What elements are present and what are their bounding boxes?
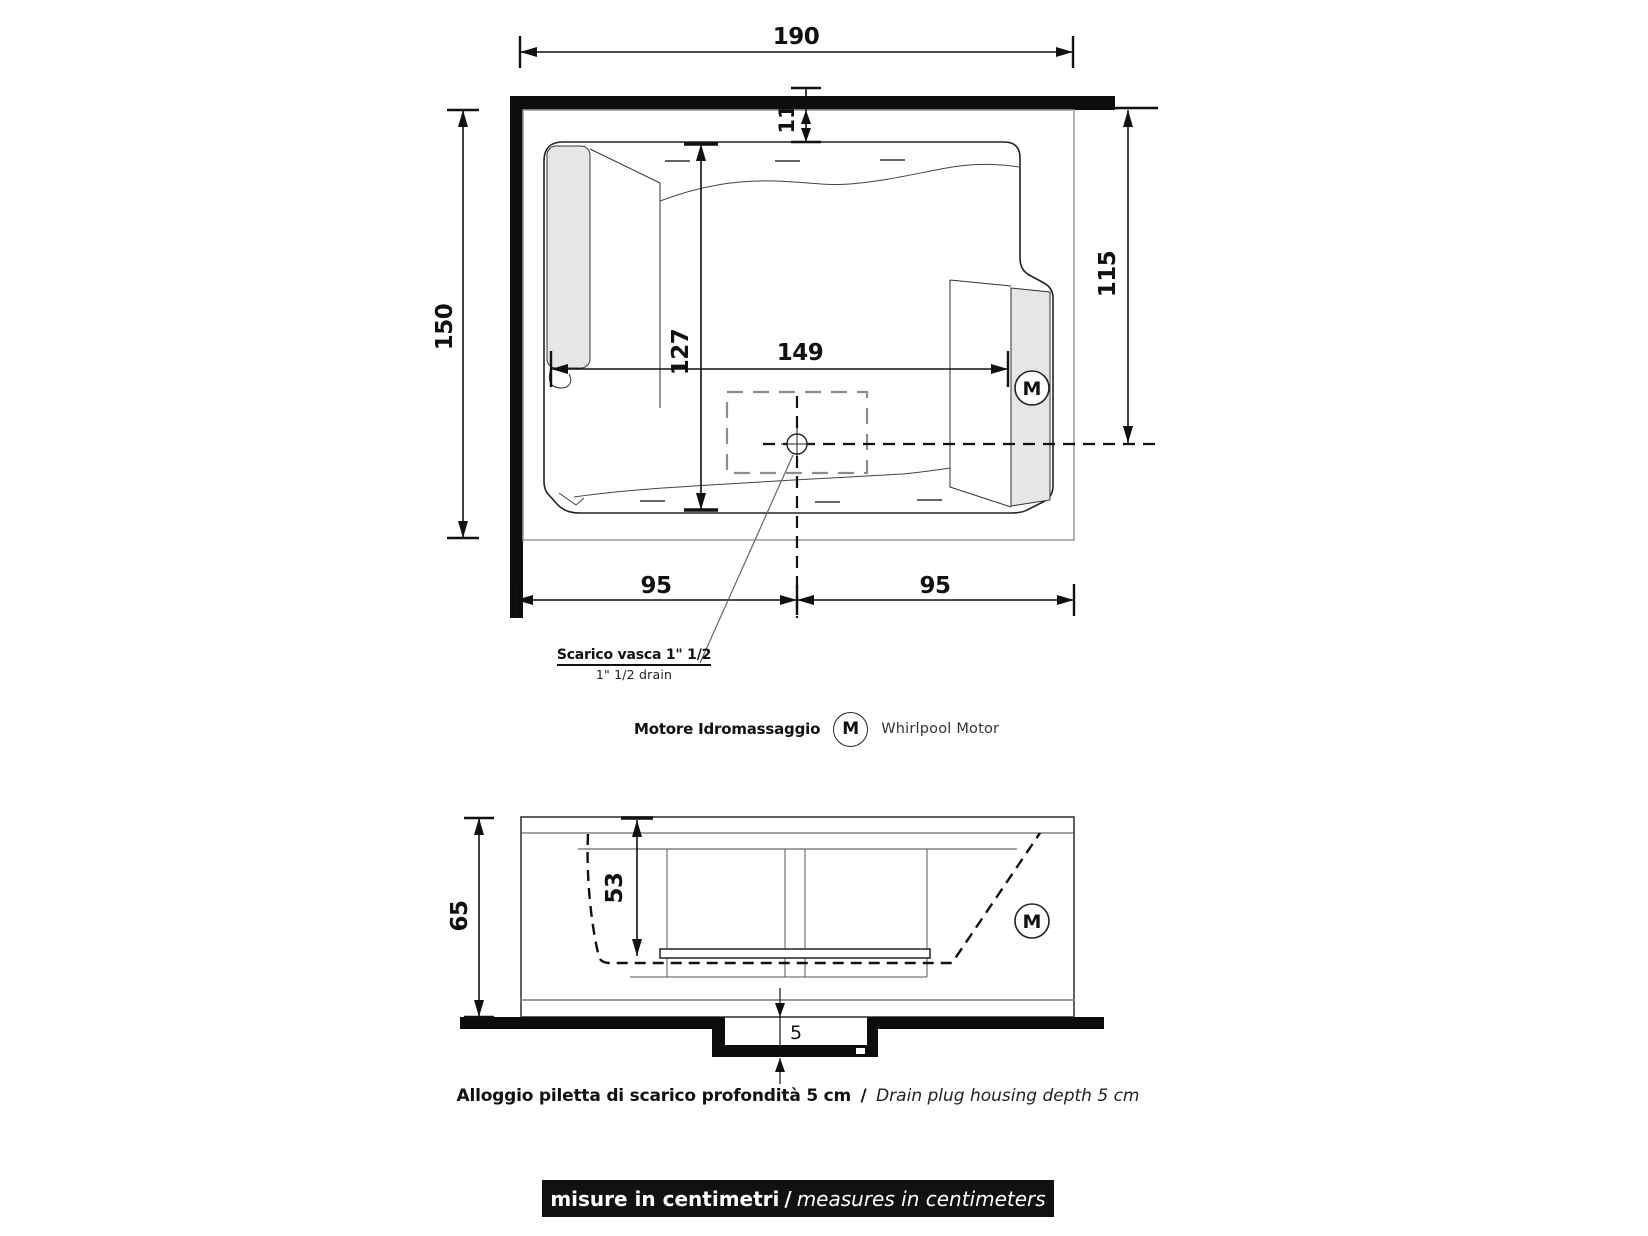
dim-label-65: 65 [447,900,473,932]
tub-outline [544,142,1053,513]
units-bar-italian: misure in centimetri [550,1186,780,1211]
units-bar-english: measures in centimeters [796,1186,1046,1211]
motor-badge-icon: M [833,712,868,747]
housing-caption-english: Drain plug housing depth 5 cm [876,1086,1140,1106]
svg-text:M: M [1022,378,1042,400]
side-body [521,817,1074,1017]
housing-caption-separator: / [860,1086,867,1106]
dim-label-150: 150 [432,303,458,351]
units-bar [542,1180,1054,1217]
svg-text:M: M [1022,911,1042,933]
floor-detail [856,1048,865,1054]
top-view [432,24,1160,663]
dim-label-115: 115 [1095,250,1121,298]
dim-label-95-left: 95 [640,573,672,599]
drain-note-italian: Scarico vasca 1" 1/2 [557,647,711,666]
motor-circle-side [1015,904,1049,938]
dim-label-5: 5 [790,1022,803,1044]
side-view [447,817,1104,1084]
side-rail [660,949,930,958]
drain-note-english: 1" 1/2 drain [595,667,673,683]
motor-legend-english: Whirlpool Motor [881,721,1000,737]
motor-circle-top [1015,371,1049,405]
floor [460,1017,1104,1057]
motor-legend [634,711,999,747]
dim-label-11: 11 [775,104,799,134]
dimension-drain-position [516,584,1074,616]
drain-note [534,645,734,682]
housing-caption-italian: Alloggio piletta di scarico profondità 5 cm [456,1086,852,1106]
dim-label-190: 190 [772,24,820,50]
housing-caption [398,1086,1198,1106]
dim-label-95-right: 95 [919,573,951,599]
units-bar-separator: / [784,1186,792,1211]
dim-label-127: 127 [668,328,694,376]
motor-legend-italian: Motore Idromassaggio [634,720,821,738]
dim-label-53: 53 [602,872,628,904]
dim-label-149: 149 [776,340,824,366]
headrest-left [547,146,590,368]
